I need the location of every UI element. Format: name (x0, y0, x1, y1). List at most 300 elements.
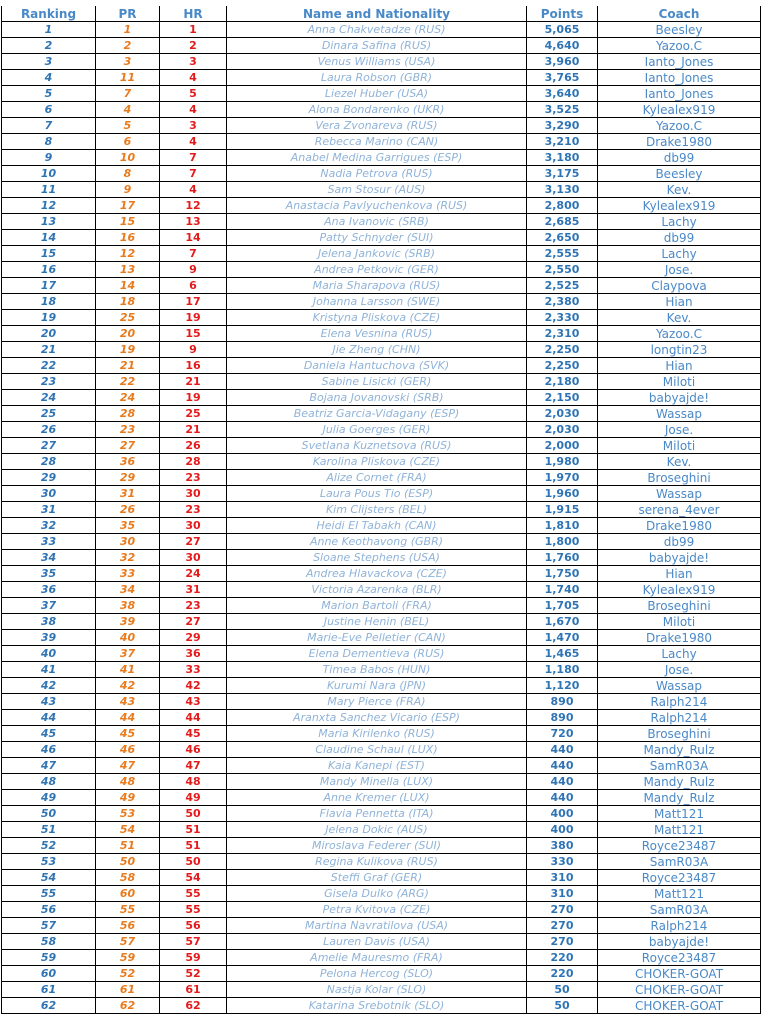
cell-pr: 16 (96, 230, 160, 246)
cell-name: Kristyna Pliskova (CZE) (227, 310, 527, 326)
cell-points: 270 (527, 902, 598, 918)
cell-ranking: 3 (2, 54, 96, 70)
cell-points: 2,180 (527, 374, 598, 390)
cell-hr: 30 (160, 550, 227, 566)
cell-ranking: 37 (2, 598, 96, 614)
cell-pr: 59 (96, 950, 160, 966)
cell-coach: babyajde! (598, 934, 761, 950)
header-row (2, 6, 761, 22)
cell-name: Gisela Dulko (ARG) (227, 886, 527, 902)
cell-ranking: 41 (2, 662, 96, 678)
cell-coach: Yazoo.C (598, 38, 761, 54)
table-row (2, 150, 761, 166)
table-row (2, 678, 761, 694)
table-row (2, 870, 761, 886)
cell-ranking: 54 (2, 870, 96, 886)
cell-coach: Wassap (598, 678, 761, 694)
cell-coach: Matt121 (598, 886, 761, 902)
cell-name: Kim Clijsters (BEL) (227, 502, 527, 518)
cell-ranking: 12 (2, 198, 96, 214)
cell-hr: 23 (160, 470, 227, 486)
cell-hr: 55 (160, 886, 227, 902)
cell-ranking: 15 (2, 246, 96, 262)
cell-points: 2,555 (527, 246, 598, 262)
cell-pr: 37 (96, 646, 160, 662)
cell-hr: 4 (160, 102, 227, 118)
cell-pr: 8 (96, 166, 160, 182)
table-row (2, 438, 761, 454)
cell-points: 1,760 (527, 550, 598, 566)
cell-pr: 53 (96, 806, 160, 822)
cell-pr: 20 (96, 326, 160, 342)
table-row (2, 22, 761, 38)
table-row (2, 534, 761, 550)
table-row (2, 806, 761, 822)
cell-name: Heidi El Tabakh (CAN) (227, 518, 527, 534)
cell-hr: 4 (160, 70, 227, 86)
cell-hr: 46 (160, 742, 227, 758)
cell-coach: Ianto_Jones (598, 70, 761, 86)
cell-coach: Matt121 (598, 806, 761, 822)
table-row (2, 918, 761, 934)
cell-hr: 27 (160, 614, 227, 630)
cell-coach: Ianto_Jones (598, 86, 761, 102)
cell-name: Marie-Eve Pelletier (CAN) (227, 630, 527, 646)
cell-coach: Kev. (598, 454, 761, 470)
cell-pr: 50 (96, 854, 160, 870)
table-row (2, 246, 761, 262)
cell-pr: 39 (96, 614, 160, 630)
cell-coach: Kylealex919 (598, 102, 761, 118)
cell-points: 1,800 (527, 534, 598, 550)
cell-pr: 48 (96, 774, 160, 790)
cell-coach: Miloti (598, 614, 761, 630)
cell-coach: Kev. (598, 310, 761, 326)
cell-hr: 57 (160, 934, 227, 950)
cell-ranking: 23 (2, 374, 96, 390)
cell-coach: Royce23487 (598, 950, 761, 966)
cell-pr: 57 (96, 934, 160, 950)
cell-ranking: 19 (2, 310, 96, 326)
cell-name: Alize Cornet (FRA) (227, 470, 527, 486)
cell-name: Anastacia Pavlyuchenkova (RUS) (227, 198, 527, 214)
cell-pr: 17 (96, 198, 160, 214)
cell-name: Mandy Minella (LUX) (227, 774, 527, 790)
cell-hr: 24 (160, 566, 227, 582)
table-row (2, 838, 761, 854)
table-row (2, 230, 761, 246)
cell-coach: CHOKER-GOAT (598, 998, 761, 1014)
cell-points: 2,800 (527, 198, 598, 214)
cell-coach: Broseghini (598, 470, 761, 486)
cell-points: 310 (527, 870, 598, 886)
cell-points: 1,970 (527, 470, 598, 486)
cell-hr: 23 (160, 598, 227, 614)
cell-coach: Kev. (598, 182, 761, 198)
cell-ranking: 18 (2, 294, 96, 310)
cell-name: Beatriz Garcia-Vidagany (ESP) (227, 406, 527, 422)
cell-points: 1,915 (527, 502, 598, 518)
cell-name: Steffi Graf (GER) (227, 870, 527, 886)
cell-hr: 42 (160, 678, 227, 694)
table-row (2, 998, 761, 1014)
cell-points: 2,685 (527, 214, 598, 230)
cell-pr: 3 (96, 54, 160, 70)
cell-points: 3,765 (527, 70, 598, 86)
cell-points: 2,380 (527, 294, 598, 310)
cell-hr: 47 (160, 758, 227, 774)
cell-ranking: 45 (2, 726, 96, 742)
table-row (2, 710, 761, 726)
cell-ranking: 30 (2, 486, 96, 502)
cell-coach: Hian (598, 358, 761, 374)
cell-ranking: 43 (2, 694, 96, 710)
cell-hr: 9 (160, 342, 227, 358)
cell-pr: 58 (96, 870, 160, 886)
cell-pr: 24 (96, 390, 160, 406)
cell-ranking: 10 (2, 166, 96, 182)
table-row (2, 934, 761, 950)
header-points: Points (527, 6, 598, 22)
cell-ranking: 22 (2, 358, 96, 374)
cell-hr: 21 (160, 374, 227, 390)
table-row (2, 822, 761, 838)
cell-ranking: 39 (2, 630, 96, 646)
cell-points: 1,180 (527, 662, 598, 678)
cell-points: 400 (527, 806, 598, 822)
cell-pr: 29 (96, 470, 160, 486)
cell-points: 3,640 (527, 86, 598, 102)
cell-name: Patty Schnyder (SUI) (227, 230, 527, 246)
cell-coach: CHOKER-GOAT (598, 966, 761, 982)
cell-pr: 2 (96, 38, 160, 54)
table-row (2, 326, 761, 342)
table-row (2, 454, 761, 470)
cell-name: Laura Pous Tio (ESP) (227, 486, 527, 502)
cell-coach: Mandy_Rulz (598, 790, 761, 806)
table-row (2, 214, 761, 230)
table-row (2, 518, 761, 534)
cell-ranking: 59 (2, 950, 96, 966)
cell-points: 2,550 (527, 262, 598, 278)
cell-hr: 23 (160, 502, 227, 518)
cell-coach: db99 (598, 534, 761, 550)
cell-hr: 3 (160, 54, 227, 70)
cell-ranking: 33 (2, 534, 96, 550)
table-row (2, 182, 761, 198)
cell-coach: Beesley (598, 22, 761, 38)
cell-hr: 36 (160, 646, 227, 662)
cell-hr: 2 (160, 38, 227, 54)
cell-pr: 14 (96, 278, 160, 294)
cell-pr: 13 (96, 262, 160, 278)
cell-ranking: 5 (2, 86, 96, 102)
cell-coach: Mandy_Rulz (598, 774, 761, 790)
cell-coach: Hian (598, 566, 761, 582)
table-row (2, 406, 761, 422)
cell-points: 50 (527, 982, 598, 998)
cell-ranking: 55 (2, 886, 96, 902)
cell-points: 1,960 (527, 486, 598, 502)
cell-hr: 7 (160, 150, 227, 166)
cell-coach: Yazoo.C (598, 326, 761, 342)
cell-name: Kurumi Nara (JPN) (227, 678, 527, 694)
cell-name: Nastja Kolar (SLO) (227, 982, 527, 998)
cell-ranking: 2 (2, 38, 96, 54)
cell-coach: Broseghini (598, 726, 761, 742)
cell-name: Andrea Petkovic (GER) (227, 262, 527, 278)
table-row (2, 342, 761, 358)
cell-ranking: 4 (2, 70, 96, 86)
cell-hr: 26 (160, 438, 227, 454)
cell-ranking: 28 (2, 454, 96, 470)
cell-points: 400 (527, 822, 598, 838)
cell-coach: Jose. (598, 422, 761, 438)
cell-hr: 59 (160, 950, 227, 966)
cell-pr: 30 (96, 534, 160, 550)
table-row (2, 502, 761, 518)
cell-pr: 34 (96, 582, 160, 598)
cell-name: Julia Goerges (GER) (227, 422, 527, 438)
cell-coach: Wassap (598, 486, 761, 502)
cell-name: Petra Kvitova (CZE) (227, 902, 527, 918)
table-row (2, 902, 761, 918)
cell-pr: 21 (96, 358, 160, 374)
cell-pr: 28 (96, 406, 160, 422)
cell-coach: SamR03A (598, 902, 761, 918)
header-name: Name and Nationality (227, 6, 527, 22)
cell-pr: 9 (96, 182, 160, 198)
cell-coach: serena_4ever (598, 502, 761, 518)
cell-name: Nadia Petrova (RUS) (227, 166, 527, 182)
cell-ranking: 25 (2, 406, 96, 422)
table-row (2, 742, 761, 758)
cell-ranking: 56 (2, 902, 96, 918)
cell-pr: 27 (96, 438, 160, 454)
cell-points: 3,525 (527, 102, 598, 118)
cell-ranking: 8 (2, 134, 96, 150)
cell-pr: 12 (96, 246, 160, 262)
table-row (2, 886, 761, 902)
cell-points: 890 (527, 710, 598, 726)
ranking-body (2, 22, 761, 1014)
cell-coach: Lachy (598, 214, 761, 230)
cell-pr: 45 (96, 726, 160, 742)
cell-pr: 36 (96, 454, 160, 470)
cell-hr: 9 (160, 262, 227, 278)
cell-hr: 14 (160, 230, 227, 246)
cell-coach: Ralph214 (598, 710, 761, 726)
cell-pr: 42 (96, 678, 160, 694)
cell-name: Liezel Huber (USA) (227, 86, 527, 102)
table-row (2, 358, 761, 374)
cell-points: 2,650 (527, 230, 598, 246)
cell-pr: 38 (96, 598, 160, 614)
cell-points: 3,210 (527, 134, 598, 150)
cell-name: Bojana Jovanovski (SRB) (227, 390, 527, 406)
cell-pr: 7 (96, 86, 160, 102)
cell-name: Laura Robson (GBR) (227, 70, 527, 86)
table-row (2, 630, 761, 646)
cell-points: 2,525 (527, 278, 598, 294)
cell-name: Andrea Hlavackova (CZE) (227, 566, 527, 582)
cell-ranking: 42 (2, 678, 96, 694)
cell-ranking: 17 (2, 278, 96, 294)
cell-ranking: 36 (2, 582, 96, 598)
table-row (2, 694, 761, 710)
cell-name: Sam Stosur (AUS) (227, 182, 527, 198)
cell-points: 440 (527, 742, 598, 758)
cell-name: Anabel Medina Garrigues (ESP) (227, 150, 527, 166)
cell-pr: 40 (96, 630, 160, 646)
table-row (2, 102, 761, 118)
cell-ranking: 47 (2, 758, 96, 774)
cell-ranking: 49 (2, 790, 96, 806)
cell-hr: 44 (160, 710, 227, 726)
cell-name: Elena Vesnina (RUS) (227, 326, 527, 342)
cell-name: Katarina Srebotnik (SLO) (227, 998, 527, 1014)
cell-hr: 48 (160, 774, 227, 790)
table-row (2, 566, 761, 582)
cell-hr: 1 (160, 22, 227, 38)
table-row (2, 86, 761, 102)
cell-pr: 52 (96, 966, 160, 982)
cell-pr: 26 (96, 502, 160, 518)
table-row (2, 726, 761, 742)
cell-coach: Ralph214 (598, 694, 761, 710)
cell-points: 3,290 (527, 118, 598, 134)
cell-ranking: 16 (2, 262, 96, 278)
cell-points: 380 (527, 838, 598, 854)
table-row (2, 662, 761, 678)
cell-hr: 62 (160, 998, 227, 1014)
cell-hr: 52 (160, 966, 227, 982)
cell-points: 2,000 (527, 438, 598, 454)
cell-coach: Wassap (598, 406, 761, 422)
cell-ranking: 29 (2, 470, 96, 486)
cell-coach: SamR03A (598, 758, 761, 774)
cell-hr: 33 (160, 662, 227, 678)
cell-points: 220 (527, 966, 598, 982)
cell-points: 3,960 (527, 54, 598, 70)
table-row (2, 470, 761, 486)
header-hr: HR (160, 6, 227, 22)
cell-points: 220 (527, 950, 598, 966)
table-row (2, 966, 761, 982)
cell-pr: 44 (96, 710, 160, 726)
cell-name: Anna Chakvetadze (RUS) (227, 22, 527, 38)
cell-coach: SamR03A (598, 854, 761, 870)
cell-ranking: 48 (2, 774, 96, 790)
cell-coach: Kylealex919 (598, 198, 761, 214)
cell-pr: 46 (96, 742, 160, 758)
cell-name: Marion Bartoli (FRA) (227, 598, 527, 614)
cell-coach: Lachy (598, 646, 761, 662)
header-coach: Coach (598, 6, 761, 22)
cell-pr: 1 (96, 22, 160, 38)
cell-hr: 7 (160, 246, 227, 262)
cell-name: Miroslava Federer (SUI) (227, 838, 527, 854)
cell-name: Venus Williams (USA) (227, 54, 527, 70)
cell-hr: 45 (160, 726, 227, 742)
cell-pr: 23 (96, 422, 160, 438)
table-row (2, 374, 761, 390)
table-row (2, 310, 761, 326)
cell-ranking: 14 (2, 230, 96, 246)
cell-pr: 31 (96, 486, 160, 502)
table-row (2, 390, 761, 406)
cell-coach: Jose. (598, 262, 761, 278)
cell-name: Mary Pierce (FRA) (227, 694, 527, 710)
table-row (2, 646, 761, 662)
ranking-table (1, 6, 761, 1014)
cell-pr: 4 (96, 102, 160, 118)
cell-hr: 55 (160, 902, 227, 918)
cell-coach: Miloti (598, 374, 761, 390)
cell-points: 2,030 (527, 422, 598, 438)
cell-points: 2,330 (527, 310, 598, 326)
cell-ranking: 34 (2, 550, 96, 566)
cell-pr: 61 (96, 982, 160, 998)
cell-coach: Ianto_Jones (598, 54, 761, 70)
cell-name: Anne Kremer (LUX) (227, 790, 527, 806)
cell-ranking: 1 (2, 22, 96, 38)
cell-hr: 16 (160, 358, 227, 374)
cell-hr: 4 (160, 134, 227, 150)
cell-coach: Matt121 (598, 822, 761, 838)
cell-pr: 47 (96, 758, 160, 774)
cell-points: 2,250 (527, 358, 598, 374)
table-row (2, 950, 761, 966)
cell-pr: 5 (96, 118, 160, 134)
table-row (2, 294, 761, 310)
cell-pr: 62 (96, 998, 160, 1014)
cell-coach: Jose. (598, 662, 761, 678)
table-row (2, 854, 761, 870)
cell-hr: 17 (160, 294, 227, 310)
cell-name: Kaia Kanepi (EST) (227, 758, 527, 774)
cell-name: Sloane Stephens (USA) (227, 550, 527, 566)
cell-pr: 22 (96, 374, 160, 390)
cell-ranking: 58 (2, 934, 96, 950)
cell-name: Martina Navratilova (USA) (227, 918, 527, 934)
cell-pr: 35 (96, 518, 160, 534)
cell-name: Regina Kulikova (RUS) (227, 854, 527, 870)
cell-pr: 11 (96, 70, 160, 86)
cell-ranking: 7 (2, 118, 96, 134)
cell-ranking: 21 (2, 342, 96, 358)
cell-ranking: 35 (2, 566, 96, 582)
cell-ranking: 53 (2, 854, 96, 870)
cell-points: 440 (527, 790, 598, 806)
cell-name: Sabine Lisicki (GER) (227, 374, 527, 390)
cell-pr: 19 (96, 342, 160, 358)
cell-coach: Mandy_Rulz (598, 742, 761, 758)
cell-pr: 51 (96, 838, 160, 854)
cell-points: 310 (527, 886, 598, 902)
cell-ranking: 52 (2, 838, 96, 854)
cell-name: Aranxta Sanchez Vicario (ESP) (227, 710, 527, 726)
cell-points: 3,130 (527, 182, 598, 198)
cell-coach: Lachy (598, 246, 761, 262)
cell-name: Flavia Pennetta (ITA) (227, 806, 527, 822)
cell-name: Maria Kirilenko (RUS) (227, 726, 527, 742)
cell-points: 1,705 (527, 598, 598, 614)
cell-name: Elena Dementieva (RUS) (227, 646, 527, 662)
cell-points: 440 (527, 774, 598, 790)
cell-name: Svetlana Kuznetsova (RUS) (227, 438, 527, 454)
cell-hr: 19 (160, 390, 227, 406)
